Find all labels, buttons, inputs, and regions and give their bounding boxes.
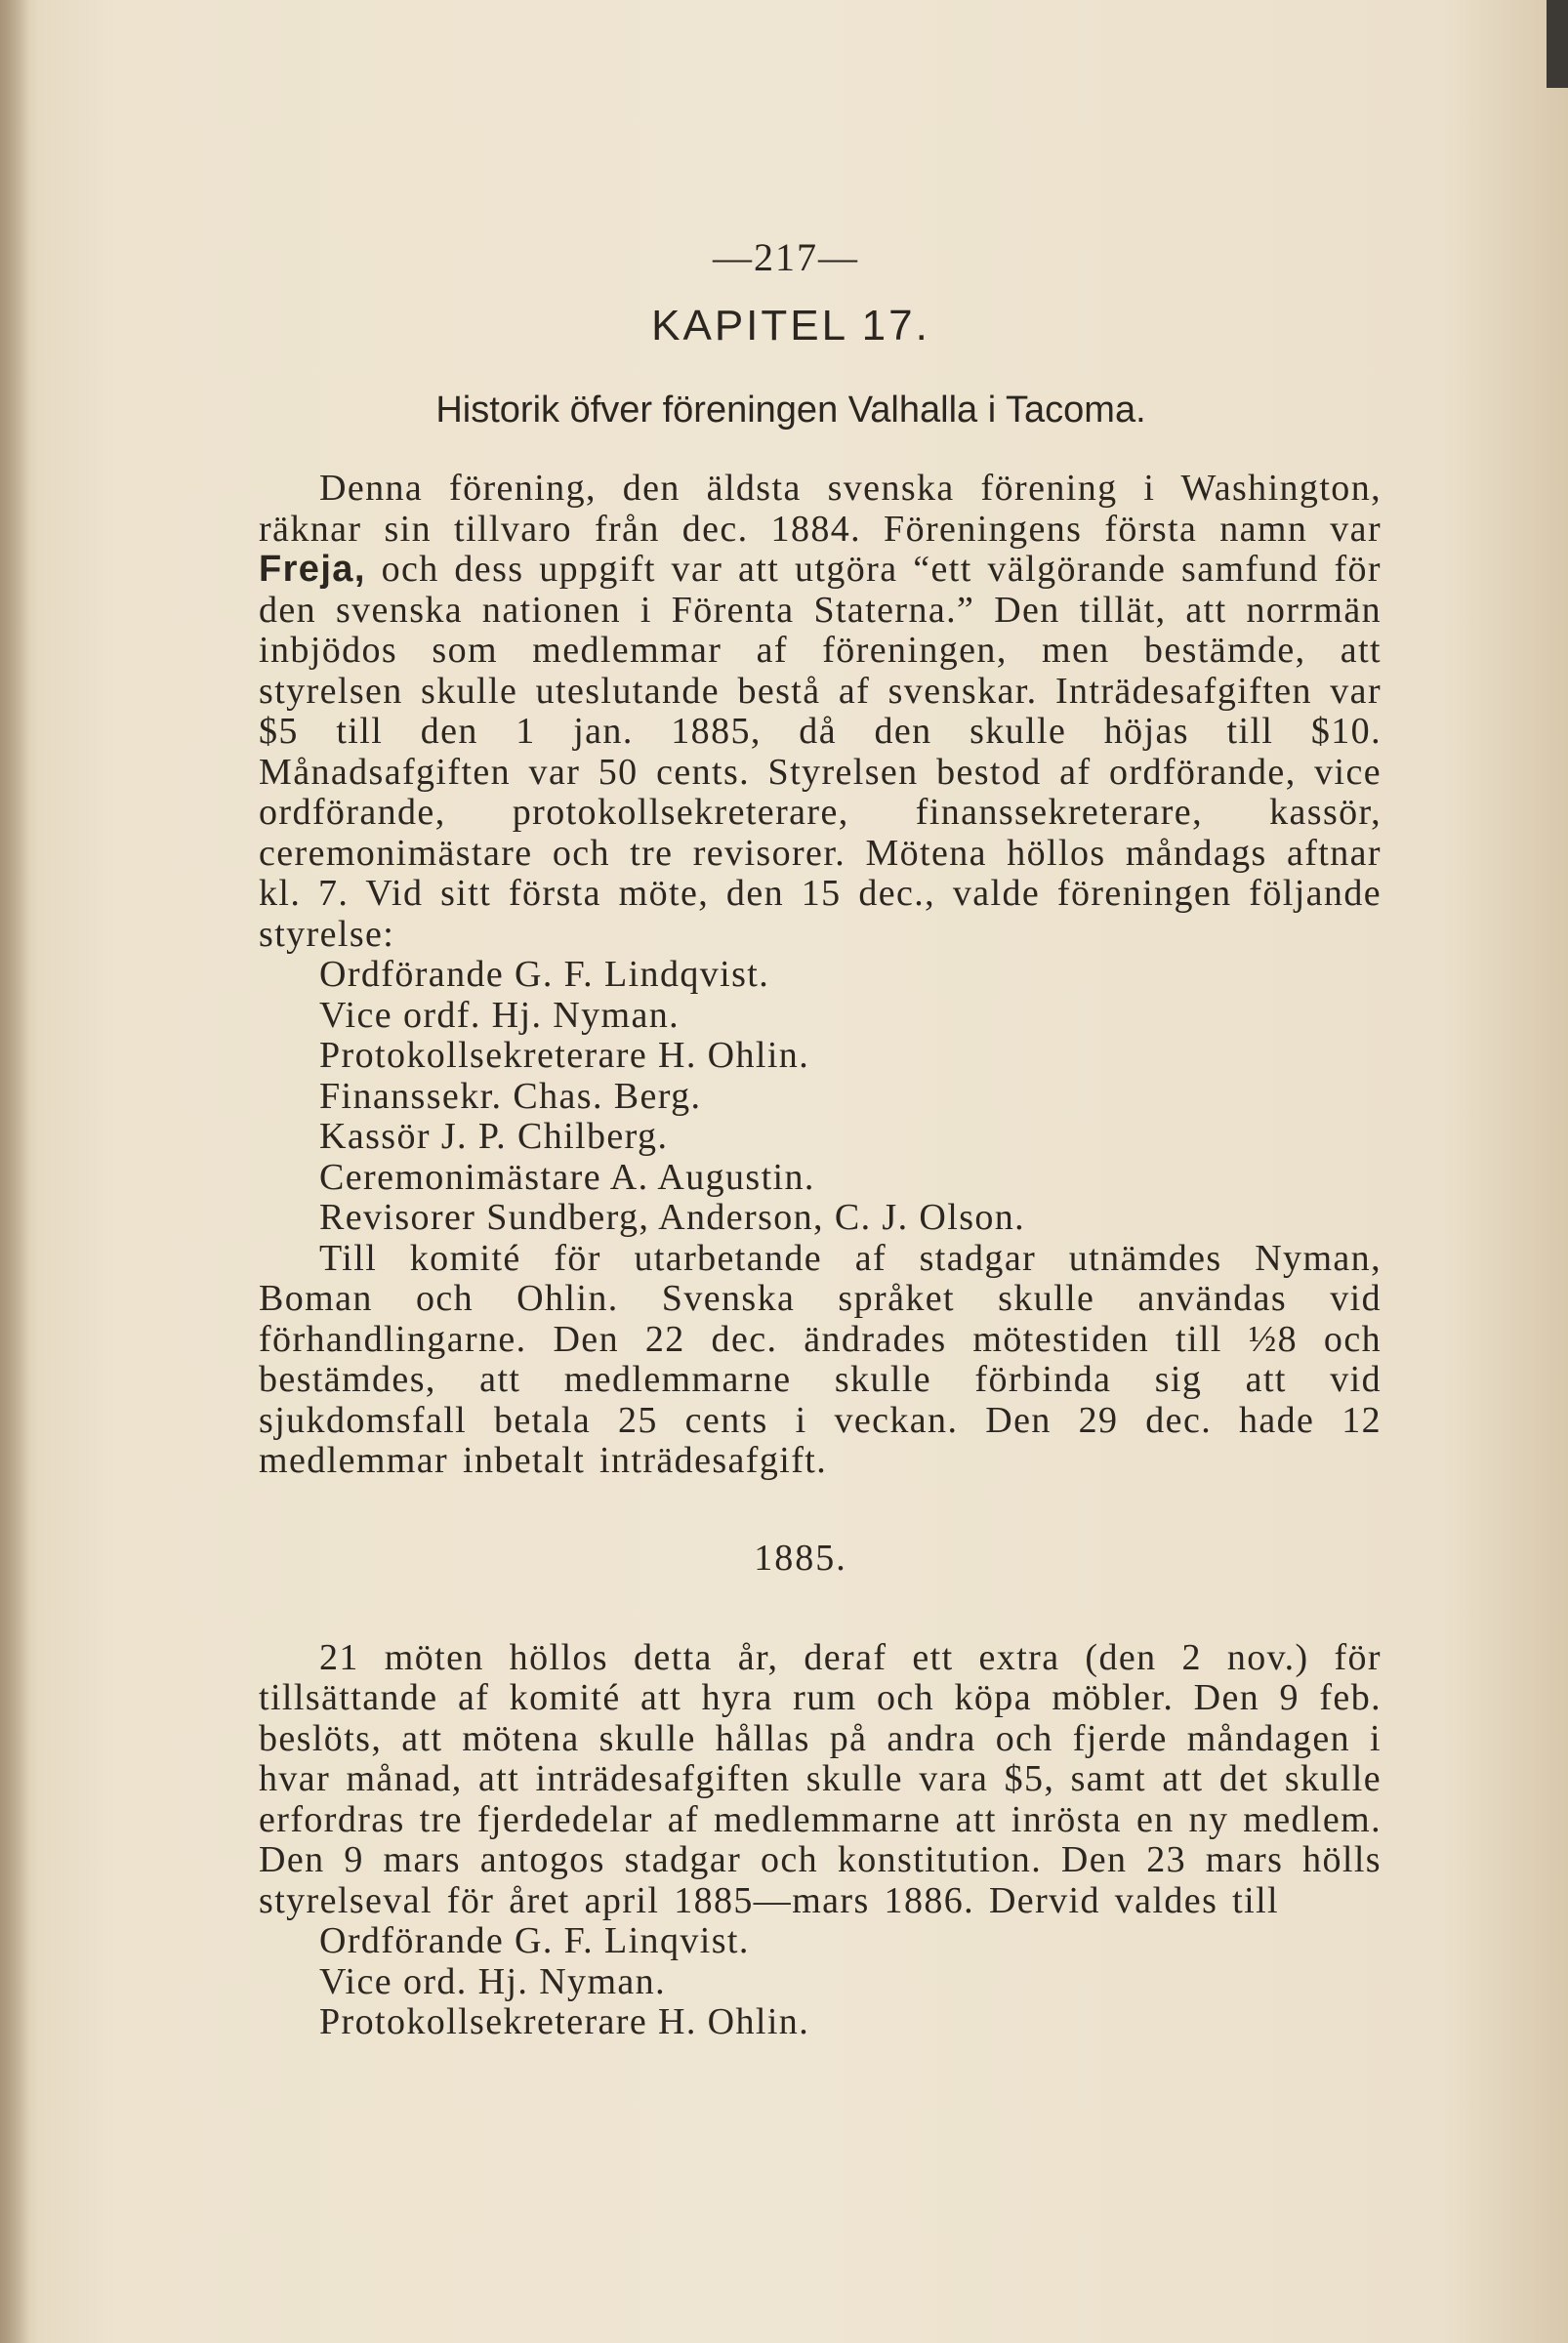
paragraph-intro bbox=[259, 469, 1382, 955]
paragraph-intro-part2: och dess uppgift var att utgöra “ett välgörande samfund för den svenska nationen i Förenta Staterna.” Den tillät, att norrmän inbjödos som medlemmar af föreningen, men bestämde, att styrelsen skulle uteslutande bestå af svenskar. Inträdesafgiften var $5 till den 1 jan. 1885, då den skulle höjas till $10. Månadsafgiften var 50 cents. Styrelsen bestod af ordförande, vice ordförande, protokollsekreterare, finanssekreterare, kassör, ceremonimästare och tre revisorer. Mötena höllos måndags aftnar kl. 7. Vid sitt första möte, den 15 dec., valde föreningen följande styrelse: bbox=[259, 549, 1382, 955]
society-name-bold: Freja, bbox=[259, 549, 366, 590]
board-list-1885 bbox=[259, 1921, 1382, 2043]
paragraph-intro-part1: Denna förening, den äldsta svenska förening i Washington, räknar sin tillvaro från dec. 1884. Föreningens första namn var bbox=[259, 468, 1382, 550]
board-list-1884 bbox=[259, 955, 1382, 1239]
scan-edge bbox=[1547, 0, 1568, 88]
board-member: Ordförande G. F. Lindqvist. bbox=[319, 954, 770, 995]
paragraph-1885: 21 möten höllos detta år, deraf ett extra (den 2 nov.) för tillsättande af komité att hyra rum och köpa möbler. Den 9 feb. beslöts, att mötena skulle hållas på andra och fjerde måndagen i hvar månad, att inträdesafgiften skulle vara $5, samt att det skulle erfordras tre fjerdedelar af medlemmarne att inrösta en ny medlem. Den 9 mars antogos stadgar och konstitution. Den 23 mars hölls styrelseval för året april 1885—mars 1886. Dervid valdes till bbox=[259, 1636, 1382, 1921]
board-member: Protokollsekreterare H. Ohlin. bbox=[319, 1035, 810, 1076]
board-member: Ceremonimästare A. Augustin. bbox=[319, 1156, 815, 1198]
gutter-shadow bbox=[0, 0, 29, 2343]
page-content bbox=[259, 234, 1382, 2043]
paragraph-committee: Till komité för utarbetande af stadgar utnämdes Nyman, Boman och Ohlin. Svenska språket skulle användas vid förhandlingarne. Den 22 dec. ändrades mötestiden till ½8 och bestämdes, att medlemmarne skulle förbinda sig att vid sjukdomsfall betala 25 cents i veckan. Den 29 dec. hade 12 medlemmar inbetalt inträdesafgift. bbox=[259, 1237, 1382, 1481]
board-member: Ordförande G. F. Linqvist. bbox=[319, 1920, 750, 1961]
board-member: Vice ordf. Hj. Nyman. bbox=[319, 994, 681, 1036]
page-number: —217— bbox=[713, 235, 859, 279]
year-heading: 1885. bbox=[754, 1537, 847, 1579]
board-member: Finanssekr. Chas. Berg. bbox=[319, 1075, 702, 1117]
board-member: Kassör J. P. Chilberg. bbox=[319, 1116, 669, 1157]
board-member: Protokollsekreterare H. Ohlin. bbox=[319, 2001, 810, 2042]
chapter-heading: KAPITEL 17. bbox=[651, 302, 930, 349]
chapter-subtitle: Historik öfver föreningen Valhalla i Tacoma. bbox=[435, 390, 1146, 431]
board-member: Revisorer Sundberg, Anderson, C. J. Olson. bbox=[319, 1197, 1026, 1238]
board-member: Vice ord. Hj. Nyman. bbox=[319, 1960, 666, 2002]
